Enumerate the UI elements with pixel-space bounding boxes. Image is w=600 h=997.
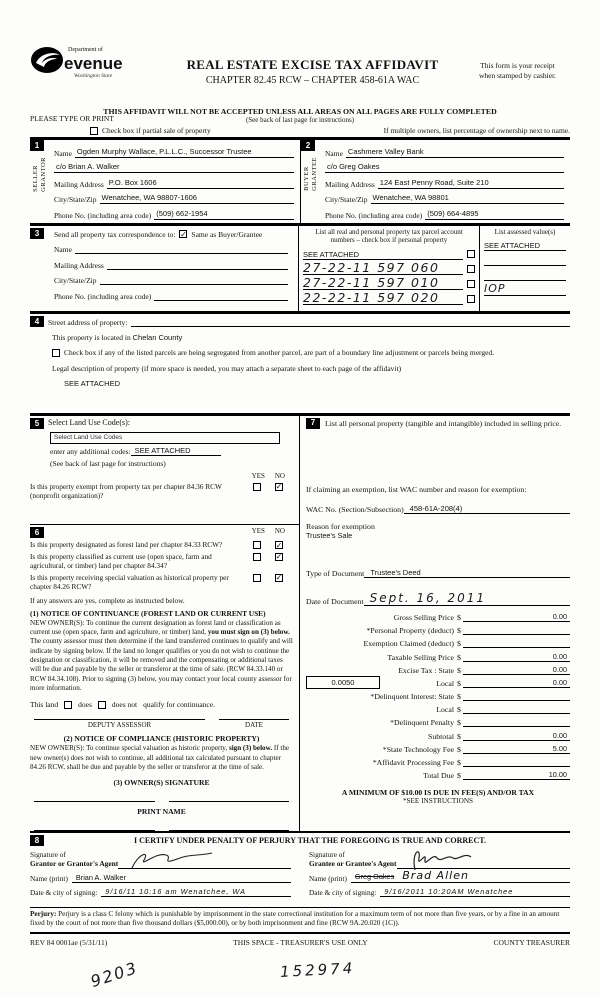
right-column [300,416,570,831]
land-use-title: Select Land Use Code(s): [48,417,130,427]
grantee-date-row [309,883,570,897]
partial-sale-label: Check box if partial sale of property [102,126,211,135]
name-label: Name [54,245,72,254]
this-land-label: This land [30,700,59,710]
legal-description-label: Legal description of property (if more space is needed, you may attach a separate sheet to each page of the affidavit) [52,363,402,373]
additional-codes-row [50,446,293,456]
money-label: Exemption Claimed (deduct) [363,639,454,649]
does-not-label: does not [111,700,138,710]
dollar-sign: $ [457,744,461,754]
parcel-personal-checkbox-2[interactable] [467,280,475,288]
money-value[interactable] [463,713,570,714]
parcel-row [303,290,475,305]
form-subtitle: CHAPTER 82.45 RCW – CHAPTER 458-61A WAC [205,75,420,86]
partial-sale-row [90,126,570,135]
signature-of-label: Signature of [309,850,345,860]
treasurer-space-label: THIS SPACE - TREASURER'S USE ONLY [233,937,368,947]
reason-for-exemption [306,522,570,540]
name-label: Name [325,148,343,158]
dollar-sign: $ [457,758,461,768]
certification-section [30,833,570,903]
corr-mailing-row [54,254,288,270]
tax-correspondence-section [30,223,570,311]
grantee-sig-row [309,849,570,869]
same-as-label: Same as Buyer/Grantee [191,229,263,239]
parcel-row [303,275,475,290]
date-line: DATE [219,719,289,729]
exempt-yes-checkbox[interactable] [253,483,261,491]
buyer-name-row [325,142,564,158]
signature-of-label: Signature of [30,850,66,860]
money-value[interactable]: 0.00 [463,652,570,662]
assessed-row [484,251,566,266]
section3-rail [30,228,52,311]
money-row-personal [306,622,570,635]
money-value[interactable] [463,726,570,727]
correspondence-rows [52,228,294,311]
q2-no-checkbox[interactable]: ✓ [275,552,283,562]
header-warning: THIS AFFIDAVIT WILL NOT BE ACCEPTED UNLESS ALL AREAS ON ALL PAGES ARE FULLY COMPLETED [103,107,497,116]
buyer-grantee-vertical-label [303,157,320,191]
wac-number-row [306,504,570,514]
buyer-fields [323,140,570,220]
q2-text: Is this property classified as current use (open space, farm and agricultural, or timber) land per chapter 84.34? [30,551,212,571]
money-value[interactable]: 0.00 [463,678,570,688]
same-as-buyer-checkbox[interactable]: ✓ [180,229,187,239]
assessed-value-1[interactable] [484,265,566,266]
money-row-delinq-interest-state [306,688,570,701]
deputy-assessor-line: DEPUTY ASSESSOR [34,719,205,729]
notice2-pre: NEW OWNER(S): To continue special valuation as historic property, [30,744,229,753]
money-value[interactable]: 0.00 [463,665,570,675]
receipt-note-line1: This form is your receipt [480,61,555,70]
doc-type-label: Type of Document [306,568,365,578]
print-name-line-1[interactable] [34,830,155,831]
buyer-mailing-value[interactable]: 124 East Penny Road, Suite 210 [378,178,564,189]
money-label: *State Technology Fee [382,744,454,754]
wac-value[interactable]: 458-61A-208(4) [404,504,570,514]
dollar-sign: $ [457,665,461,675]
phone-label: Phone No. (including area code) [325,210,423,220]
washington-state-script: Washington State [74,73,113,79]
city-label: City/State/Zip [54,195,97,204]
grantor-signature-scribble [128,848,218,872]
buyer-mailing-row [325,173,564,189]
parcel-personal-checkbox-1[interactable] [467,265,475,273]
corr-name-value[interactable] [75,252,288,254]
corr-phone-value[interactable] [154,299,288,301]
buyer-city-value[interactable]: Wenatchee, WA 98801 [371,193,565,204]
wac-label: WAC No. (Section/Subsection) [306,504,404,514]
no-label: NO [274,527,285,536]
seller-name-value[interactable]: Ogden Murphy Wallace, P.L.L.C., Successor Trustee [75,147,294,158]
please-type-or-print: PLEASE TYPE OR PRINT [30,114,114,123]
grantee-signature-block [309,849,570,897]
grantor-date-value[interactable]: 9/16/11 10:16 am Wenatchee, WA [101,887,291,897]
notice2-title: (2) NOTICE OF COMPLIANCE (HISTORIC PROPERTY) [63,734,260,744]
buyer-rail [301,140,323,220]
local-rate-box: 0.0050 [306,676,380,689]
notice1-pre: NEW OWNER(S): To continue the current designation as forest land or classification as current use (open space, farm and agriculture, or timber) land, [30,618,281,636]
treasurer-stamps [30,947,570,997]
deputy-assessor-row [34,719,289,729]
seller-word: SELLER [32,164,39,192]
owner-signature-line-2[interactable] [169,801,290,802]
located-label: This property is located in [52,332,131,342]
notice2-bold: sign (3) below. [228,744,273,753]
section5-see-back: (See back of last page for instructions) [50,458,166,468]
grantee-signature-scribble [407,844,507,874]
name-print-label: Name (print) [309,873,347,883]
seller-phone-value[interactable]: (509) 662-1954 [154,209,294,220]
money-row-delinq-penalty [306,714,570,727]
notice2-post: If the new owner(s) does not wish to continue, all additional tax calculated pursuant to chapter 84.26 RCW, shall be due and payable by the seller or transferor at the time of sale. [30,744,290,772]
revenue-wordmark: evenue [64,54,123,73]
owner-signature-lines [34,801,289,802]
assessed-row [484,266,566,281]
parcel-personal-checkbox-0[interactable] [467,250,475,258]
city-label: City/State/Zip [325,195,368,204]
grantor-sig-label [30,850,118,868]
money-label: Total Due [423,771,454,781]
section6-number: 6 [30,527,44,538]
buyer-section [300,140,570,223]
local-rate-label [306,676,454,688]
form-title: REAL ESTATE EXCISE TAX AFFIDAVIT [186,57,439,72]
parcel-personal-checkbox-3[interactable] [467,295,475,303]
yes-no-header [48,527,285,537]
additional-codes-label: enter any additional codes: [50,446,131,456]
section6-header [30,527,293,538]
see-back-note: (See back of last page for instructions) [245,116,355,124]
money-row-delinq-interest-local [306,701,570,714]
street-address-value[interactable] [131,326,570,327]
dollar-sign: $ [457,692,461,702]
money-label: *Personal Property (deduct) [366,626,454,636]
assessed-values-column [480,226,570,311]
seller-rail [30,140,52,220]
grantee-word: GRANTEE [311,157,319,191]
notice1-body [30,619,293,694]
section2-number: 2 [301,140,315,151]
footer-row [30,938,570,947]
money-label: *Delinquent Interest: State [370,692,454,702]
grantor-date-row [30,883,291,897]
street-address-row [30,316,570,327]
multiple-owners-note: If multiple owners, list percentage of ownership next to name. [383,126,570,135]
signature-halves [30,849,570,897]
grantee-agent-label: Grantee or Grantee's Agent [309,859,397,869]
grantor-signature-block [30,849,291,897]
parcel-value-0[interactable]: SEE ATTACHED [303,250,463,260]
money-table [306,609,570,780]
print-name-lines [34,830,289,831]
dollar-sign: $ [457,678,461,688]
yes-label: YES [251,471,265,480]
parcel-column-header: List all real and personal property tax parcel account numbers – check box if personal property [315,227,463,245]
dollar-sign: $ [457,652,461,662]
corr-mailing-value[interactable] [107,268,288,270]
money-value[interactable]: 0.00 [463,731,570,741]
segregated-checkbox[interactable] [52,349,60,357]
perjury-body: Perjury is a class C felony which is punishable by imprisonment in the state correctional institution for a maximum term of not more than five years, or by a fine in an amount fixed by the court of not more than five thousand dollars ($5,000.00), or by both imprisonment and fine (RCW 9A.20.020 (1C)). [30,909,560,928]
send-label: Send all property tax correspondence to: [54,229,176,239]
seller-section [30,140,300,223]
reason-value[interactable]: Trustee's Sale [306,530,353,540]
corr-city-value[interactable] [100,283,289,285]
assessed-column-header: List assessed value(s) [494,227,556,236]
left-column [30,416,300,831]
notice1-title: (1) NOTICE OF CONTINUANCE (FOREST LAND OR CURRENT USE) [30,608,266,618]
seller-fields [52,140,300,220]
q3-no-checkbox[interactable]: ✓ [275,573,283,583]
street-address-label: Street address of property: [48,317,128,327]
continuance-row [30,700,293,709]
money-row-tech-fee [306,741,570,754]
property-address-section [30,311,570,413]
notice1-post: The county assessor must then determine if the land transferred continues to qualify and will indicate by signing below. If the land no longer qualifies or you do not wish to continue the designation or classification, it will be removed and the compensating or additional taxes will be due and payable by the seller or transferor at the time of sale. (RCW 84.33.140 or RCW 84.34.108). Prior to signing (3) below, you may contact your local county assessor for more information. [30,637,293,693]
buyer-word: BUYER [303,166,310,191]
q2-yes-checkbox[interactable] [253,553,261,561]
see-instructions-note: *SEE INSTRUCTIONS [402,797,474,806]
middle-columns [30,413,570,833]
personal-property-title: List all personal property (tangible and intangible) included in selling price. [325,418,562,428]
historic-property-question [30,573,293,592]
located-in-row [52,332,570,344]
parcel-row [303,260,475,275]
mailing-label: Mailing Address [54,260,104,270]
does-label: does [78,700,92,710]
money-row-exemption [306,635,570,648]
money-value[interactable] [463,647,570,648]
revenue-swoosh-icon [30,45,66,75]
county-value[interactable]: Chelan County [132,332,183,342]
handwritten-stamp-center: 152974 [279,958,356,981]
send-correspondence-row [54,230,288,239]
seller-buyer-sections [30,137,570,223]
grantee-name-struck: Greg Oakes [354,871,395,881]
q1-yes-checkbox[interactable] [253,541,261,549]
yes-label: YES [251,527,265,536]
correspondence-fields [30,226,298,311]
seller-mailing-row [54,173,294,189]
corr-city-row [54,270,288,286]
dollar-sign: $ [457,639,461,649]
corr-phone-row [54,285,288,301]
grantor-sig-row [30,849,291,869]
grantee-signature-field[interactable] [397,849,570,869]
section3-number: 3 [30,228,44,239]
header-center [160,45,465,107]
money-value[interactable] [463,634,570,635]
date-city-label: Date & city of signing: [30,887,98,897]
doc-date-value[interactable]: Sept. 16, 2011 [364,591,570,606]
date-city-label: Date & city of signing: [309,887,377,897]
money-row-taxable [306,648,570,661]
seller-co-row [54,158,294,174]
money-label: Local [436,678,454,688]
money-row-gross [306,609,570,622]
money-label: Taxable Selling Price [387,652,454,662]
rev-number: REV 84 0001ae (5/31/11) [30,937,108,947]
legal-description-value[interactable]: SEE ATTACHED [64,379,120,389]
money-value[interactable]: 10.00 [463,770,570,780]
doc-type-value[interactable]: Trustee's Deed [364,568,570,578]
perjury-label: Perjury: [30,909,57,918]
additional-codes-value[interactable]: SEE ATTACHED [131,446,221,456]
money-label: Gross Selling Price [393,612,454,622]
buyer-co-value[interactable]: c/o Greg Oakes [325,162,564,173]
notice1-bold: you must sign on (3) below. [207,627,290,636]
certify-statement: I CERTIFY UNDER PENALTY OF PERJURY THAT THE FOREGOING IS TRUE AND CORRECT. [133,835,486,845]
reason-label: Reason for exemption [306,521,375,531]
dollar-sign: $ [457,771,461,781]
assessed-value-3[interactable]: IOP [484,282,566,296]
section5-header [30,418,293,429]
section5-number: 5 [30,418,44,429]
qualify-label: qualify for continuance. [143,700,215,710]
buyer-phone-row [325,204,564,220]
owner-signature-line-1[interactable] [34,801,155,802]
handwritten-stamp-left: 9203 [88,957,141,991]
forest-land-section [30,525,299,830]
grantor-word: GRANTOR [40,157,48,192]
money-value[interactable] [463,766,570,767]
money-label: Excise Tax : State [398,665,454,675]
assessed-value-2[interactable] [484,280,566,281]
forest-land-question [30,540,293,549]
money-row-excise-local [306,675,570,688]
section1-number: 1 [30,140,44,151]
parcel-row [303,245,475,260]
dept-of-label: Department of [68,47,103,53]
personal-property-section [306,418,570,429]
dollar-sign: $ [457,718,461,728]
buyer-co-row [325,158,564,174]
corr-name-row [54,239,288,255]
receipt-note-line2: when stamped by cashier. [478,70,557,80]
seller-city-value[interactable]: Wenatchee, WA 98807-1606 [100,193,295,204]
grantor-agent-label: Grantor or Grantor's Agent [30,859,119,869]
seller-co-value[interactable]: c/o Brian A. Walker [54,162,294,173]
parcel-value-2[interactable]: 27-22-11 597 010 [303,277,463,291]
seller-grantor-vertical-label [32,157,49,192]
dor-logo [30,45,160,123]
doc-date-label: Date of Document [306,596,364,606]
money-row-excise-state [306,662,570,675]
if-yes-note: If any answers are yes, complete as instructed below. [30,595,185,605]
dollar-sign: $ [457,612,461,622]
exempt-question-row [30,482,293,501]
phone-label: Phone No. (including area code) [54,210,152,220]
current-use-question [30,552,293,571]
segregated-check-row [52,347,570,359]
county-treasurer-label: COUNTY TREASURER [493,937,570,947]
no-label: NO [274,471,285,480]
money-value[interactable]: 5.00 [463,744,570,754]
money-label: Subtotal [428,731,454,741]
mailing-label: Mailing Address [325,179,375,189]
money-value[interactable]: 0.00 [463,612,570,622]
does-checkbox[interactable] [64,701,72,709]
parcel-numbers-column [298,226,480,311]
exemption-prompt: If claiming an exemption, list WAC number and reason for exemption: [306,484,527,494]
money-value[interactable] [463,700,570,701]
receipt-note [465,45,570,107]
document-type-row [306,564,570,578]
money-row-affidavit-fee [306,754,570,767]
money-label: Local [436,705,454,715]
segregated-label: Check box if any of the listed parcels are being segregated from another parcel, are part of a boundary line adjustment or parcels being merged. [64,348,495,358]
assessed-row [484,281,566,296]
q3-yes-checkbox[interactable] [253,574,261,582]
print-name-line-2[interactable] [169,830,290,831]
exempt-question: Is this property exempt from property tax per chapter 84.36 RCW (nonprofit organization)? [30,481,222,500]
assessed-row [484,236,566,251]
perjury-notice [30,907,570,934]
money-label: *Affidavit Processing Fee [372,758,454,768]
money-row-subtotal [306,727,570,740]
q3-text: Is this property receiving special valuation as historical property per chapter 84.26 RCW? [30,572,229,592]
phone-label: Phone No. (including area code) [54,291,152,301]
grantor-name-value[interactable]: Brian A. Walker [72,873,291,883]
section7-number: 7 [306,418,320,429]
does-not-checkbox[interactable] [98,701,106,709]
seller-city-row [54,189,294,205]
dollar-sign: $ [457,731,461,741]
section8-number: 8 [30,835,44,846]
seller-mailing-value[interactable]: P.O. Box 1606 [107,178,294,189]
print-name-heading: PRINT NAME [137,806,186,816]
money-row-total-due [306,767,570,780]
city-label: City/State/Zip [54,276,97,285]
q1-no-checkbox[interactable]: ✓ [275,540,283,550]
parcel-value-3[interactable]: 22-22-11 597 020 [303,292,463,306]
mailing-label: Mailing Address [54,179,104,189]
buyer-phone-value[interactable]: (509) 664-4895 [425,209,564,220]
assessed-value-0[interactable]: SEE ATTACHED [484,241,566,251]
grantee-sig-label [309,850,397,868]
document-date-row [306,592,570,606]
grantee-name-handwritten: Brad Allen [402,868,469,882]
money-label: *Delinquent Penalty [390,718,454,728]
exempt-no-checkbox[interactable]: ✓ [275,482,283,491]
parcel-value-1[interactable]: 27-22-11 597 060 [303,262,463,276]
name-label: Name [54,148,72,158]
notice2-body [30,744,293,772]
land-use-section [30,416,299,526]
buyer-name-value[interactable]: Cashmere Valley Bank [346,147,564,158]
grantor-signature-field[interactable] [118,849,291,869]
yes-no-header [30,472,285,480]
grantee-date-value[interactable]: 9/16/2011 10:20AM Wenatchee [380,887,570,897]
dollar-sign: $ [457,705,461,715]
buyer-city-row [325,189,564,205]
section4-body [52,332,570,391]
q1-text: Is this property designated as forest land per chapter 84.33 RCW? [30,540,223,550]
section4-number: 4 [30,316,44,327]
name-print-label: Name (print) [30,873,68,883]
partial-sale-checkbox[interactable] [90,127,98,135]
owners-signature-heading: (3) OWNER(S) SIGNATURE [113,777,210,787]
seller-name-row [54,142,294,158]
dollar-sign: $ [457,626,461,636]
land-use-dropdown[interactable]: Select Land Use Codes [50,432,280,444]
seller-phone-row [54,204,294,220]
minimum-due-note: A MINIMUM OF $10.00 IS DUE IN FEE(S) AND/OR TAX [341,788,535,798]
